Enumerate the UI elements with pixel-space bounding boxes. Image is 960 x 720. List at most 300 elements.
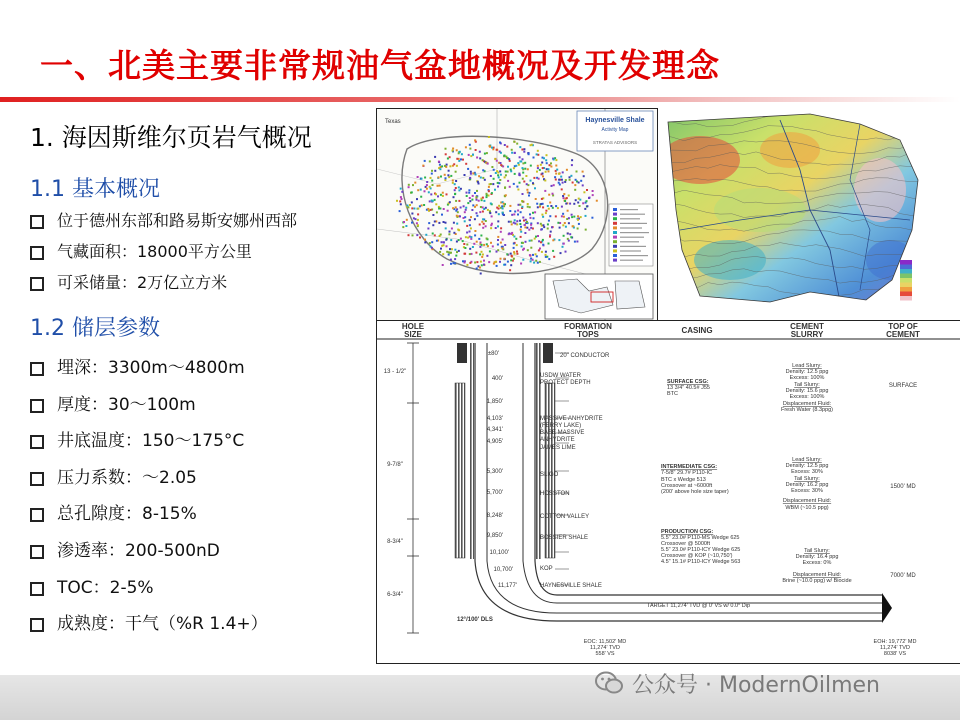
well-dot (565, 179, 567, 181)
well-dot (482, 227, 484, 229)
well-dot (582, 171, 584, 173)
well-dot (403, 221, 405, 223)
well-dot (513, 258, 515, 260)
well-dot (430, 209, 432, 211)
well-schematic (376, 320, 960, 664)
well-dot (541, 198, 543, 200)
well-dot (412, 184, 414, 186)
well-dot (516, 186, 518, 188)
well-dot (557, 222, 559, 224)
well-dot (431, 200, 433, 202)
formation-label: (FERRY LAKE) (540, 423, 582, 429)
well-dot (565, 226, 567, 228)
well-dot (409, 204, 411, 206)
well-dot (516, 244, 518, 246)
well-dot (429, 186, 431, 188)
well-dot (488, 136, 490, 138)
well-dot (469, 197, 471, 199)
well-dot (537, 165, 539, 167)
well-dot (556, 169, 558, 171)
well-dot (558, 239, 560, 241)
well-dot (463, 205, 465, 207)
well-dot (548, 243, 550, 245)
well-dot (459, 215, 461, 217)
well-dot (468, 192, 470, 194)
well-dot (492, 245, 494, 247)
well-dot (536, 255, 538, 257)
legend-swatch (613, 254, 617, 257)
well-dot (453, 232, 455, 234)
well-dot (494, 189, 496, 191)
well-dot (448, 233, 450, 235)
well-dot (466, 264, 468, 266)
well-dot (524, 226, 526, 228)
well-dot (582, 184, 584, 186)
well-dot (475, 149, 477, 151)
well-dot (436, 240, 438, 242)
color-scale-step (900, 278, 912, 283)
well-dot (476, 261, 478, 263)
well-dot (485, 225, 487, 227)
well-dot (449, 201, 451, 203)
well-dot (543, 157, 545, 159)
well-dot (445, 153, 447, 155)
header-cement-slurry-1: CEMENT (790, 322, 824, 331)
well-dot (422, 165, 424, 167)
well-dot (469, 177, 471, 179)
well-dot (455, 200, 457, 202)
legend-text-line (620, 209, 638, 210)
well-dot (411, 191, 413, 193)
well-dot (486, 243, 488, 245)
well-dot (476, 268, 478, 270)
well-dot (563, 193, 565, 195)
cement-line: Displacement Fluid: (782, 401, 832, 407)
well-dot (529, 254, 531, 256)
well-dot (501, 247, 503, 249)
well-dot (455, 255, 457, 257)
intermediate-csg-title: INTERMEDIATE CSG: (661, 464, 718, 470)
well-dot (456, 215, 458, 217)
well-dot (510, 170, 512, 172)
well-dot (522, 193, 524, 195)
well-dot (455, 206, 457, 208)
depth-label: ±80' (487, 351, 499, 357)
well-dot (540, 241, 542, 243)
well-dot (496, 170, 498, 172)
formation-label: MASSIVE ANHYDRITE (540, 416, 603, 422)
well-dot (535, 260, 537, 262)
well-dot (437, 195, 439, 197)
list-item: 井底温度：150～175°C (30, 430, 268, 467)
well-dot (551, 226, 553, 228)
well-dot (546, 162, 548, 164)
legend-text-line (620, 246, 646, 247)
legend-swatch (613, 208, 617, 211)
well-dot (573, 203, 575, 205)
depth-label: 5,700' (486, 490, 503, 496)
well-dot (449, 248, 451, 250)
formation-label: PROTECT DEPTH (540, 380, 591, 386)
production-csg-line: 5.5" 23.0# P110-MS Wedge 625 (661, 535, 740, 541)
well-dot (519, 146, 521, 148)
legend-text-line (620, 232, 649, 233)
well-dot (485, 207, 487, 209)
well-dot (495, 261, 497, 263)
well-dot (527, 203, 529, 205)
subsection-title-overview: 1.1 基本概况 (30, 177, 160, 202)
cement-line: Excess: 0% (802, 560, 832, 566)
well-dot (509, 205, 511, 207)
well-dot (445, 177, 447, 179)
well-dot (454, 249, 456, 251)
well-dot (399, 200, 401, 202)
well-dot (487, 163, 489, 165)
hole-size-label: 9-7/8" (387, 462, 403, 468)
well-dot (496, 265, 498, 267)
well-dot (408, 186, 410, 188)
well-dot (490, 227, 492, 229)
well-dot (523, 248, 525, 250)
well-dot (499, 142, 501, 144)
well-dot (468, 154, 470, 156)
well-dot (541, 251, 543, 253)
well-dot (476, 196, 478, 198)
well-dot (452, 148, 454, 150)
well-dot (439, 168, 441, 170)
well-dot (530, 217, 532, 219)
well-dot (456, 149, 458, 151)
well-dot (530, 224, 532, 226)
well-dot (428, 222, 430, 224)
well-dot (545, 171, 547, 173)
well-dot (541, 225, 543, 227)
well-dot (486, 255, 488, 257)
well-dot (490, 242, 492, 244)
well-dot (439, 185, 441, 187)
map-box-title: Haynesville Shale (585, 117, 645, 124)
well-dot (515, 165, 517, 167)
well-dot (563, 197, 565, 199)
well-dot (416, 234, 418, 236)
well-dot (571, 214, 573, 216)
well-dot (514, 211, 516, 213)
well-dot (476, 241, 478, 243)
well-dot (428, 191, 430, 193)
cement-line: Excess: 30% (791, 488, 823, 494)
well-dot (545, 251, 547, 253)
well-dot (571, 216, 573, 218)
well-dot (484, 153, 486, 155)
well-dot (514, 173, 516, 175)
well-dot (408, 234, 410, 236)
well-dot (469, 248, 471, 250)
well-dot (523, 151, 525, 153)
well-dot (523, 148, 525, 150)
well-dot (521, 245, 523, 247)
well-dot (471, 209, 473, 211)
well-dot (554, 176, 556, 178)
well-dot (520, 226, 522, 228)
well-dot (547, 168, 549, 170)
well-dot (499, 261, 501, 263)
well-dot (432, 233, 434, 235)
well-dot (542, 206, 544, 208)
well-dot (462, 240, 464, 242)
well-dot (478, 175, 480, 177)
well-dot (483, 260, 485, 262)
well-dot (569, 233, 571, 235)
well-dot (483, 200, 485, 202)
well-dot (542, 167, 544, 169)
well-dot (456, 251, 458, 253)
well-dot (488, 190, 490, 192)
well-dot (495, 227, 497, 229)
well-dot (522, 167, 524, 169)
well-dot (585, 229, 587, 231)
well-dot (565, 251, 567, 253)
well-dot (559, 227, 561, 229)
well-dot (577, 219, 579, 221)
well-dot (545, 159, 547, 161)
well-dot (474, 139, 476, 141)
well-dot (431, 241, 433, 243)
well-dot (510, 253, 512, 255)
well-dot (470, 238, 472, 240)
well-dot (427, 228, 429, 230)
well-dot (482, 218, 484, 220)
well-dot (574, 184, 576, 186)
well-dot (564, 222, 566, 224)
color-scale-step (900, 265, 912, 270)
well-dot (470, 173, 472, 175)
well-dot (530, 258, 532, 260)
well-dot (582, 202, 584, 204)
well-dot (548, 258, 550, 260)
well-dot (572, 182, 574, 184)
well-dot (532, 228, 534, 230)
well-dot (435, 203, 437, 205)
well-dot (586, 205, 588, 207)
well-dot (560, 252, 562, 254)
well-dot (486, 196, 488, 198)
well-dot (497, 225, 499, 227)
well-dot (504, 244, 506, 246)
well-dot (451, 228, 453, 230)
well-dot (524, 162, 526, 164)
well-dot (527, 168, 529, 170)
well-dot (576, 171, 578, 173)
well-dot (464, 211, 466, 213)
well-dot (513, 243, 515, 245)
well-dot (530, 260, 532, 262)
well-dot (509, 269, 511, 271)
well-dot (523, 220, 525, 222)
well-dot (424, 241, 426, 243)
well-dot (502, 213, 504, 215)
cement-line: Tail Slurry: (794, 382, 820, 388)
well-dot (498, 213, 500, 215)
well-dot (500, 174, 502, 176)
map-box-subtitle: Activity Map (601, 127, 629, 133)
well-dot (472, 246, 474, 248)
well-dot (444, 174, 446, 176)
watermark (594, 667, 880, 699)
well-dot (490, 175, 492, 177)
well-dot (493, 169, 495, 171)
well-dot (416, 222, 418, 224)
well-dot (457, 229, 459, 231)
production-csg-title: PRODUCTION CSG: (661, 529, 714, 535)
well-dot (430, 193, 432, 195)
well-dot (552, 250, 554, 252)
well-dot (456, 241, 458, 243)
well-dot (464, 174, 466, 176)
well-dot (591, 217, 593, 219)
well-dot (535, 253, 537, 255)
well-dot (499, 170, 501, 172)
well-dot (520, 211, 522, 213)
well-dot (585, 215, 587, 217)
well-dot (513, 167, 515, 169)
well-dot (399, 210, 401, 212)
well-dot (530, 180, 532, 182)
formation-label: 20" CONDUCTOR (560, 353, 610, 359)
well-dot (480, 206, 482, 208)
well-dot (465, 236, 467, 238)
well-dot (424, 177, 426, 179)
well-dot (481, 244, 483, 246)
well-dot (463, 243, 465, 245)
depth-label: 8,248' (486, 513, 503, 519)
well-dot (481, 251, 483, 253)
well-dot (481, 221, 483, 223)
well-dot (532, 254, 534, 256)
well-dot (540, 164, 542, 166)
well-dot (406, 219, 408, 221)
well-dot (477, 166, 479, 168)
well-dot (449, 231, 451, 233)
well-dot (511, 223, 513, 225)
well-dot (555, 205, 557, 207)
formation-label: HOSSTON (540, 491, 570, 497)
well-dot (479, 211, 481, 213)
well-dot (438, 176, 440, 178)
well-dot (534, 238, 536, 240)
well-dot (492, 148, 494, 150)
legend-text-line (620, 227, 642, 228)
well-dot (523, 181, 525, 183)
well-dot (504, 144, 506, 146)
wechat-icon (594, 670, 624, 696)
cement-line: Density: 12.5 ppg (785, 463, 829, 469)
well-dot (453, 163, 455, 165)
well-dot (454, 258, 456, 260)
well-dot (549, 202, 551, 204)
well-dot (430, 177, 432, 179)
well-dot (537, 206, 539, 208)
well-dot (417, 219, 419, 221)
well-dot (432, 184, 434, 186)
well-dot (424, 160, 426, 162)
well-dot (458, 250, 460, 252)
well-dot (532, 212, 534, 214)
well-dot (464, 247, 466, 249)
well-dot (530, 227, 532, 229)
well-dot (452, 207, 454, 209)
well-dot (440, 194, 442, 196)
well-dot (465, 163, 467, 165)
well-dot (465, 146, 467, 148)
well-dot (522, 158, 524, 160)
well-dot (575, 179, 577, 181)
formation-label: BOSSIER SHALE (540, 535, 589, 541)
color-scale-step (900, 274, 912, 279)
well-dot (545, 256, 547, 258)
well-dot (446, 245, 448, 247)
well-dot (503, 205, 505, 207)
well-dot (480, 273, 482, 275)
well-dot (450, 175, 452, 177)
well-dot (441, 245, 443, 247)
well-dot (452, 182, 454, 184)
well-dot (472, 154, 474, 156)
formation-label: HAYNESVILLE SHALE (540, 583, 602, 589)
well-dot (466, 192, 468, 194)
well-dot (447, 174, 449, 176)
well-dot (547, 223, 549, 225)
well-dot (427, 208, 429, 210)
well-dot (549, 164, 551, 166)
intermediate-csg-line: BTC x Wedge 513 (661, 477, 706, 483)
well-dot (518, 204, 520, 206)
well-dot (479, 151, 481, 153)
well-dot (549, 215, 551, 217)
well-dot (532, 182, 534, 184)
well-dot (509, 210, 511, 212)
header-hole-size-2: SIZE (404, 330, 422, 339)
well-dot (478, 238, 480, 240)
well-dot (520, 263, 522, 265)
well-dot (543, 226, 545, 228)
well-dot (429, 160, 431, 162)
well-dot (504, 155, 506, 157)
dls-label: 12°/100' DLS (457, 617, 493, 623)
well-dot (455, 171, 457, 173)
well-dot (475, 174, 477, 176)
well-dot (535, 236, 537, 238)
well-dot (469, 231, 471, 233)
well-dot (562, 171, 564, 173)
well-dot (481, 264, 483, 266)
reservoir-contour-map (660, 110, 936, 310)
well-dot (441, 165, 443, 167)
well-dot (592, 194, 594, 196)
operator-activity-map (376, 108, 658, 322)
cement-line: Lead Slurry: (792, 363, 822, 369)
production-csg-line: Crossover @ KOP (~10,750') (661, 553, 733, 559)
well-dot (414, 182, 416, 184)
intermediate-csg-line: 7-5/8" 29.7# P110-IC (661, 470, 713, 476)
well-dot (578, 198, 580, 200)
well-dot (534, 187, 536, 189)
well-dot (452, 262, 454, 264)
well-dot (434, 170, 436, 172)
well-dot (434, 156, 436, 158)
legend-text-line (620, 255, 648, 256)
well-dot (488, 195, 490, 197)
header-hole-size-1: HOLE (401, 322, 425, 331)
